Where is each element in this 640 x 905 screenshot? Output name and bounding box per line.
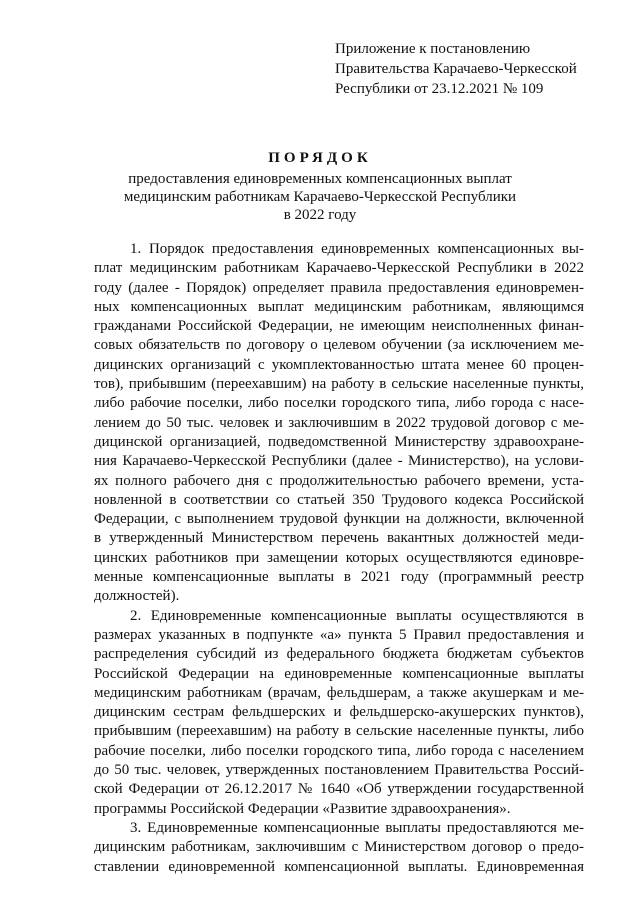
paragraph-line: тов), прибывшим (переехавшим) на работу в сельские населенные пункты, <box>94 376 584 393</box>
subtitle-line: в 2022 году <box>283 207 357 223</box>
paragraph-line: 3. Единовременные компенсационные выплаты предоставляются ме- <box>130 819 584 836</box>
paragraph-line: рабочие поселки, либо поселки городского типа, либо города с населением <box>94 742 584 759</box>
paragraph-line: гражданами Российской Федерации, не имеющим неисполненных финан- <box>94 318 584 335</box>
paragraph-line: распределения субсидий из федерального бюджета бюджетам субъектов <box>94 646 584 663</box>
subtitle-line: медицинским работникам Карачаево-Черкесской Республики <box>123 189 517 205</box>
paragraph-line: либо рабочие поселки, либо поселки городского типа, либо города с насе- <box>94 395 584 412</box>
paragraph-line: ставлении единовременной компенсационной выплаты. Единовременная <box>94 858 584 875</box>
paragraph-line: цинских работников при замещении которых осуществляются единовре- <box>94 549 584 566</box>
paragraph-line: прибывшим (переехавшим) на работу в сельские населенные пункты, либо <box>94 723 584 740</box>
document-body <box>94 240 584 877</box>
document-heading: ПОРЯДОК <box>268 150 372 166</box>
subtitle-line: предоставления единовременных компенсационных выплат <box>128 171 512 187</box>
paragraph-line: до 50 тыс. человек, утвержденных постановлением Правительства Россий- <box>94 762 584 779</box>
paragraph-line: размерах указанных в подпункте «а» пункта 5 Правил предоставления и <box>94 626 584 643</box>
paragraph-line: лением до 50 тыс. человек и заключившим в 2022 трудовой договор с ме- <box>94 414 584 431</box>
paragraph-line: Российской Федерации на единовременные компенсационные выплаты <box>94 665 584 682</box>
appendix-line: Правительства Карачаево-Черкесской <box>335 61 577 77</box>
paragraph-line: ях полного рабочего дня с продолжительностью рабочего времени, уста- <box>94 472 584 489</box>
paragraph-line: менные компенсационные выплаты в 2021 году (программный реестр <box>94 569 584 586</box>
paragraph-line: дицинским сестрам фельдшерских и фельдшерско-акушерских пунктов), <box>94 704 584 721</box>
paragraph-line: ния Карачаево-Черкесской Республики (далее - Министерство), на услови- <box>94 453 584 470</box>
paragraph-line: медицинским работникам (врачам, фельдшерам, а также акушеркам и ме- <box>94 684 584 701</box>
paragraph-line: дицинским работникам, заключившим с Министерством договор о предо- <box>94 839 584 856</box>
paragraph-line: Федерации, с выполнением трудовой функции на должности, включенной <box>94 511 584 528</box>
paragraph-line: дицинских организаций с укомплектованностью штата менее 60 процен- <box>94 356 584 373</box>
paragraph-line: 2. Единовременные компенсационные выплаты осуществляются в <box>130 607 584 624</box>
paragraph-line: ных компенсационных выплат медицинским работникам, являющимся <box>94 298 584 315</box>
paragraph-line: году (далее - Порядок) определяет правила предоставления единовремен- <box>94 279 584 296</box>
appendix-line: Республики от 23.12.2021 № 109 <box>335 81 544 97</box>
paragraph-line: должностей). <box>94 588 180 605</box>
paragraph-line: в утвержденный Министерством перечень вакантных должностей меди- <box>94 530 584 547</box>
paragraph-1 <box>94 240 584 607</box>
appendix-line: Приложение к постановлению <box>335 41 531 57</box>
paragraph-line: 1. Порядок предоставления единовременных компенсационных вы- <box>130 241 584 257</box>
document-subtitle <box>60 170 580 224</box>
paragraph-line: дицинской организацией, подведомственной Министерству здравоохране- <box>94 433 584 450</box>
paragraph-line: плат медицинским работникам Карачаево-Черкесской Республики в 2022 <box>94 260 584 277</box>
paragraph-line: новленной в соответствии со статьей 350 Трудового кодекса Российской <box>94 491 584 508</box>
paragraph-line: совых обязательств по договору о целевом обучении (за исключением ме- <box>94 337 584 354</box>
paragraph-3 <box>94 819 584 877</box>
paragraph-2 <box>94 607 584 819</box>
paragraph-line: ской Федерации от 26.12.2017 № 1640 «Об утверждении государственной <box>94 781 584 798</box>
paragraph-line: программы Российской Федерации «Развитие здравоохранения». <box>94 800 511 817</box>
appendix-note <box>335 39 625 99</box>
